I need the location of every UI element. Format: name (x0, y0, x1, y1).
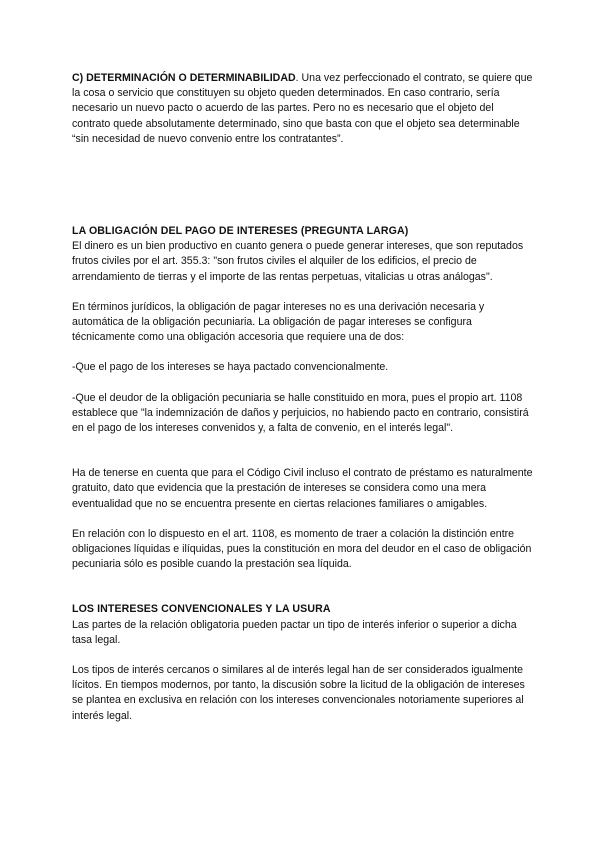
usura-paragraph-2: Los tipos de interés cercanos o similares al de interés legal han de ser considerados igualmente lícitos. En tiempos modernos, por tanto, la discusión sobre la licitud de la obligación de intereses se plantea en exclusiva en relación con los intereses convencionales notoriamente superiores al interés legal. (72, 664, 525, 722)
intereses-heading: LA OBLIGACIÓN DEL PAGO DE INTERESES (PREGUNTA LARGA) (72, 225, 409, 238)
usura-paragraph-1: Las partes de la relación obligatoria pueden pactar un tipo de interés inferior o superior a dicha tasa legal. (72, 618, 517, 646)
section-c-title: C) DETERMINACIÓN O DETERMINABILIDAD (72, 72, 296, 84)
intereses-paragraph-3: -Que el pago de los intereses se haya pactado convencionalmente. (72, 361, 389, 374)
section-c-paragraph (72, 71, 534, 147)
intereses-paragraph-1: El dinero es un bien productivo en cuanto genera o puede generar intereses, que son reputados frutos civiles por el art. 355.3: "son frutos civiles el alquiler de los edificios, el precio de arrendamiento de tierras y el importe de las rentas perpetuas, vitalicias u otras análogas". (72, 240, 524, 283)
intereses-paragraph-4: -Que el deudor de la obligación pecuniaria se halle constituido en mora, pues el propio art. 1108 establece que "la indemnización de daños y perjuicios, no habiendo pacto en contrario, consistirá en el pago de los intereses convenidos y, a falta de convenio, en el interés legal". (72, 391, 529, 435)
intereses-paragraph-6: En relación con lo dispuesto en el art. 1108, es momento de traer a colación la distinción entre obligaciones líquidas e ilíquidas, pues la constitución en mora del deudor en el caso de obligación pecuniaria sólo es posible cuando la prestación sea líquida. (72, 527, 532, 571)
document-page (72, 71, 534, 724)
intereses-paragraph-5: Ha de tenerse en cuenta que para el Código Civil incluso el contrato de préstamo es naturalmente gratuito, dato que evidencia que la prestación de intereses se considera como una mera eventualidad que no se encuentra presente en ciertas relaciones familiares o amigables. (72, 467, 533, 510)
intereses-paragraph-2: En términos jurídicos, la obligación de pagar intereses no es una derivación necesaria y automática de la obligación pecuniaria. La obligación de pagar intereses se configura técnicamente como una obligación accesoria que requiere una de dos: (72, 300, 485, 344)
section-c-text: . Una vez perfeccionado el contrato, se quiere que la cosa o servicio que constituyen su objeto queden determinados. En caso contrario, sería necesario un nuevo pacto o acuerdo de las partes. Pero no es necesario que el objeto del contrato quede absolutamente determinado, sino que basta con que el objeto sea determinable “sin necesidad de nuevo convenio entre los contratantes”. (72, 72, 533, 145)
usura-heading: LOS INTERESES CONVENCIONALES Y LA USURA (72, 603, 331, 616)
